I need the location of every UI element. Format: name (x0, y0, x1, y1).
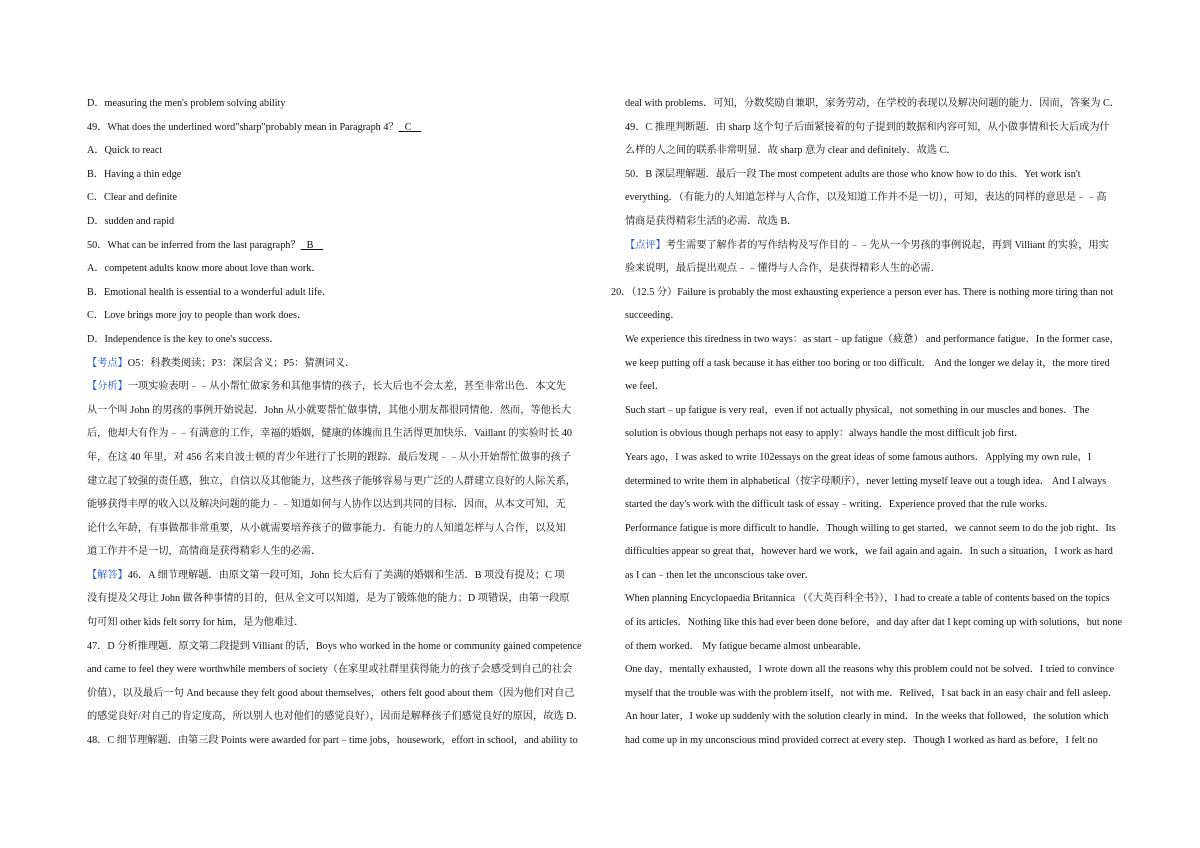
question-20-number: 20． (611, 286, 632, 298)
text-line: and came to feel they were worthwhile members of society（在家里或社群里获得能力的孩子会感受到自己的社会 (87, 664, 573, 676)
text-line: 年，在这 40 年里，对 456 名来自波士顿的青少年进行了长期的跟踪．最后发现﹣﹣从小开始帮忙做事的孩子 (87, 451, 571, 463)
text-line: solution is obvious though perhaps not easy to apply：always handle the most difficult job first． (625, 428, 1025, 440)
text-line: An hour later，I woke up suddenly with the solution clearly in mind．In the weeks that followed，the solution which (625, 711, 1109, 723)
option-a: A．Quick to react (87, 145, 163, 157)
text-line: we keep putting off a task because it has either too boring or too difficult． And the longer we delay it，the more tired (625, 357, 1110, 369)
text-line: difficulties appear so great that，however hard we work，we fail again and again．In such a situation，I work as hard (625, 546, 1113, 558)
text-line: 价值），以及最后一句 And because they felt good about themselves，others felt good about them（因为他们对自己 (87, 687, 575, 699)
kaodian-text: O5：科教类阅读；P3：深层含义；P5：猜测词义． (127, 357, 356, 369)
text-line: Such start﹣up fatigue is very real，even if not actually physical，not something in our muscles and bones．The (625, 404, 1090, 416)
text-line: 建立起了较强的责任感，独立，自信以及其他能力，这些孩子能够容易与更广泛的人群建立良好的人际关系， (87, 475, 576, 487)
text-line: 50．B 深层理解题．最后一段 The most competent adults are those who know how to do this．Yet work isn't (625, 168, 1081, 180)
fenxi-line (87, 375, 592, 399)
text-line: 能够获得丰厚的收入以及解决问题的能力﹣﹣知道如何与人协作以达到共同的目标．因而，从本文可知，无 (87, 499, 566, 511)
text-line: 句可知 other kids felt sorry for him，是为他难过． (87, 617, 305, 629)
question-49 (87, 116, 592, 140)
jieda-line (87, 564, 592, 588)
option-b: B．Emotional health is essential to a wonderful adult life． (87, 286, 333, 298)
answer-49-value: C (404, 121, 412, 133)
option-b: B．Having a thin edge (87, 168, 182, 180)
text-line: Performance fatigue is more difficult to handle．Though willing to get started，we cannot seem to do the job right．Its (625, 522, 1116, 534)
text-line: succeeding． (625, 310, 681, 322)
text-line: D．measuring the men's problem solving ability (87, 98, 286, 109)
answer-50 (301, 240, 324, 251)
answer-49 (399, 122, 422, 133)
kaodian-tag: 【考点】 (87, 357, 128, 369)
question-20-text: （12.5 分）Failure is probably the most exhausting experience a person ever has. There is nothing more tiring than not (631, 286, 1114, 298)
text-line: deal with problems．可知，分数奖励自兼职，家务劳动，在学校的表现以及解决问题的能力．因而，答案为 C． (625, 98, 1120, 109)
text-line: 从一个叫 John 的男孩的事例开始说起．John 从小就要帮忙做事情，其他小朋友都很同情他．然而，等他长大 (87, 404, 572, 416)
text-line: 么样的人之间的联系非常明显．故 sharp 意为 clear and definitely．故选 C． (625, 145, 957, 157)
text-line: of them worked． My fatigue became almost unbearable． (625, 640, 869, 652)
text-line: 情商是获得精彩生活的必需．故选 B． (625, 215, 798, 227)
text-line: One day，mentally exhausted，I wrote down all the reasons why this problem could not be solved．I tried to convince (625, 664, 1115, 676)
text-line: as I can﹣then let the unconscious take over． (625, 569, 815, 581)
answer-50-value: B (306, 239, 314, 251)
text-line: we feel． (625, 381, 665, 393)
text-line: determined to write them in alphabetical（按字母顺序），never letting myself leave out a tough idea． And I always (625, 475, 1107, 487)
text-line: 没有提及父母让 John 做各种事情的目的，但从全文可以知道，是为了锻炼他的能力；D 项错误，由第一段原 (87, 593, 570, 605)
text-line: 道工作并不是一切，高情商是获得精彩人生的必需． (87, 546, 322, 558)
question-49-text: 49．What does the underlined word"sharp"probably mean in Paragraph 4？ (87, 121, 399, 133)
text-line: started the day's work with the difficult task of essay﹣writing．Experience proved that the rule works． (625, 499, 1055, 511)
text-line: Years ago，I was asked to write 102essays on the great ideas of some famous authors．Applying my own rule，I (625, 451, 1092, 463)
question-20-line (611, 281, 1130, 305)
text-line: 47．D 分析推理题．原文第二段提到 Villiant 的话，Boys who worked in the home or community gained competence (87, 640, 582, 652)
right-column (611, 92, 1130, 753)
question-50 (87, 234, 592, 258)
dianping-line (625, 234, 1130, 258)
option-a: A．competent adults know more about love than work． (87, 263, 322, 275)
text-line: 验来说明，最后提出观点﹣﹣懂得与人合作，是获得精彩人生的必需． (625, 263, 941, 275)
text-line: 48．C 细节理解题．由第三段 Points were awarded for part﹣time jobs，housework，effort in school，and ability to (87, 735, 578, 747)
text-line: had come up in my unconscious mind provided correct at every step．Though I worked as hard as before，I felt no (625, 735, 1098, 747)
option-d: D．Independence is the key to one's success． (87, 333, 280, 345)
jieda-text: 46．A 细节理解题．由原文第一段可知，John 长大后有了美满的婚姻和生活．B 项没有提及；C 项 (127, 569, 565, 581)
text-line: We experience this tiredness in two ways：as start﹣up fatigue（疲惫） and performance fatigue．In the former case， (625, 333, 1120, 345)
question-50-text: 50．What can be inferred from the last paragraph？ (87, 239, 301, 251)
fenxi-text: 一项实验表明﹣﹣从小帮忙做家务和其他事情的孩子，长大后也不会太差，甚至非常出色．本文先 (127, 381, 566, 393)
option-d: D．sudden and rapid (87, 215, 175, 227)
text-line: 后，他却大有作为﹣﹣有满意的工作，幸福的婚姻，健康的体魄而且生活得更加快乐．Vaillant 的实验时长 40 (87, 428, 573, 440)
jieda-tag: 【解答】 (87, 569, 128, 581)
text-line: 49．C 推理判断题．由 sharp 这个句子后面紧接着的句子提到的数据和内容可知，从小做事情和长大后成为什 (625, 121, 1110, 133)
text-line: everything．（有能力的人知道怎样与人合作，以及知道工作并不是一切），可知，表达的同样的意思是﹣﹣高 (625, 192, 1107, 204)
option-c: C．Love brings more joy to people than work does． (87, 310, 308, 322)
text-line: 的感觉良好/对自己的肯定度高，所以别人也对他们的感觉良好），因而是解释孩子们感觉良好的原因，故选 D． (87, 711, 584, 723)
left-column (87, 92, 592, 753)
kaodian-line (87, 352, 592, 376)
fenxi-tag: 【分析】 (87, 381, 128, 393)
option-c: C．Clear and definite (87, 192, 177, 204)
text-line: 论什么年龄，有事做都非常重要，从小就需要培养孩子的做事能力．有能力的人知道怎样与人合作，以及知 (87, 522, 566, 534)
dianping-tag: 【点评】 (625, 239, 666, 251)
text-line: When planning Encyclopaedia Britannica （《大英百科全书》），I had to create a table of contents based on the topics (625, 593, 1110, 605)
text-line: myself that the trouble was with the problem itself，not with me．Relived，I sat back in an easy chair and fell asleep． (625, 687, 1119, 699)
text-line: of its articles．Nothing like this had ever been done before，and day after dat I kept coming up with solutions，but none (625, 617, 1123, 629)
dianping-text: 考生需要了解作者的写作结构及写作目的﹣﹣先从一个男孩的事例说起，再到 Villiant 的实验，用实 (665, 239, 1109, 251)
